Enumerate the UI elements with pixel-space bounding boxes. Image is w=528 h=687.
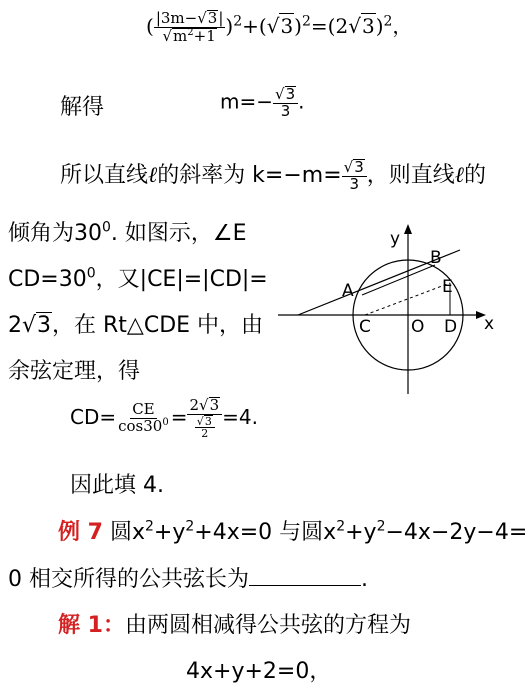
line-symbol: ℓ [454, 163, 464, 188]
abs-bar-right: | [218, 9, 224, 28]
cd-equals: CD= [70, 404, 117, 429]
para-line-3 [8, 308, 263, 339]
slope-tail: 的 [463, 163, 486, 188]
degree-superscript: 0 [102, 219, 111, 236]
exponent: 2 [145, 518, 154, 535]
geometry-figure [278, 222, 500, 394]
solution-label: 解 1： [58, 613, 125, 638]
exponent: 2 [187, 27, 194, 38]
text: . 如图示，∠E [110, 221, 247, 246]
label-a: A [342, 281, 354, 301]
example-label: 例 7 [58, 520, 103, 545]
solve-line [60, 90, 104, 121]
label-d: D [444, 317, 458, 337]
value-fraction [187, 397, 222, 440]
chord-equation [186, 654, 331, 685]
degree-superscript: 0 [86, 265, 96, 282]
radicand: 3 [354, 158, 364, 177]
text: +y [345, 520, 377, 545]
exponent: 2 [233, 13, 243, 30]
label-c: C [359, 317, 371, 337]
text: ，又|CE|=|CD|= [95, 267, 268, 292]
para-line-1 [8, 216, 247, 247]
para-line-4 [8, 354, 140, 385]
solution-text: 由两圆相减得公共弦的方程为 [124, 613, 411, 638]
sqrt-sign: √ [266, 14, 280, 38]
text: 余弦定理，得 [8, 359, 141, 384]
slope-line [60, 158, 486, 193]
m-equals: m=− [220, 89, 273, 114]
radicand: 3 [280, 14, 294, 38]
ce-over-cos [116, 402, 171, 435]
solution-line [58, 608, 411, 639]
sqrt-m2-plus-1 [162, 28, 216, 45]
exponent: 2 [383, 13, 393, 30]
sqrt-sign: √ [197, 9, 207, 28]
equals-paren: =(2 [310, 14, 349, 38]
radicand [172, 28, 217, 45]
solve-label: 解得 [60, 95, 105, 120]
sqrt-sign: √ [162, 27, 173, 45]
text: 圆x [109, 520, 145, 545]
sqrt-sign: √ [275, 85, 285, 103]
chord-equation-text: 4x+y+2=0， [186, 659, 332, 684]
exponent: 2 [301, 13, 311, 30]
sqrt-sign: √ [196, 414, 204, 428]
slope-prefix: 所以直线 [60, 163, 149, 188]
radicand: 3 [285, 85, 296, 103]
example-line-2 [8, 562, 368, 593]
cd-equation [70, 397, 258, 440]
slope-suffix: ，则直线 [366, 163, 455, 188]
slope-text: 的斜率为 k=−m= [157, 163, 342, 188]
fraction-numerator: CE [132, 400, 155, 419]
m-value [220, 86, 304, 120]
cos-term: cos30 [118, 416, 163, 435]
radicand-m: m [173, 27, 188, 45]
radicand: 3 [204, 414, 212, 428]
label-b: B [430, 248, 442, 268]
radicand: 3 [209, 396, 220, 414]
text: 2 [8, 313, 22, 338]
equation-distance [146, 10, 412, 45]
radicand: 3 [361, 14, 375, 38]
example-line-1 [58, 515, 527, 546]
sqrt-sign: √ [199, 396, 209, 414]
answer-blank[interactable] [249, 565, 361, 586]
fraction-denominator [193, 415, 217, 440]
fill-line [70, 468, 164, 499]
exponent: 2 [336, 518, 346, 535]
y-axis-arrow-icon [404, 224, 412, 234]
text: 0 相交所得的公共弦长为 [8, 567, 249, 592]
fraction-denominator: 3 [349, 175, 359, 193]
equals: = [170, 404, 188, 429]
abs-bar-left: | [155, 9, 161, 28]
m-fraction [273, 86, 298, 120]
fraction-numerator [195, 415, 215, 429]
text: CD=30 [8, 267, 87, 292]
distance-fraction [154, 10, 226, 45]
text: ，在 Rt△CDE 中，由 [52, 313, 264, 338]
fraction-denominator: 3 [280, 101, 291, 120]
exponent: 2 [376, 518, 386, 535]
text: +y [153, 520, 186, 545]
open-paren: ( [146, 14, 154, 38]
text: 倾角为30 [8, 221, 102, 246]
period: . [298, 89, 305, 114]
label-e: E [442, 277, 453, 297]
fraction-numerator [187, 397, 222, 415]
chord-ab [362, 265, 435, 295]
label-y: y [390, 229, 401, 249]
text: +4x=0 与圆x [194, 520, 337, 545]
close-paren: ) [294, 14, 302, 38]
result: =4. [222, 404, 258, 429]
line-symbol: ℓ [148, 163, 158, 188]
para-line-2 [8, 262, 268, 293]
plus-paren: +( [242, 14, 267, 38]
sqrt-sign: √ [348, 14, 361, 38]
inner-fraction [195, 415, 215, 440]
radicand: 3 [37, 313, 52, 338]
sqrt-sign: √ [22, 313, 37, 338]
sqrt-3 [267, 13, 294, 38]
fraction-denominator: 2 [201, 427, 209, 441]
fill-text: 因此填 4. [70, 473, 164, 498]
slope-fraction [342, 159, 367, 193]
sqrt-3 [348, 13, 375, 38]
degree-superscript: 0 [162, 416, 169, 428]
period: . [361, 567, 368, 592]
sqrt-3 [22, 312, 52, 338]
close-paren: ) [375, 14, 384, 38]
sqrt-sign: √ [343, 158, 354, 177]
text: −4x−2y−4= [385, 520, 528, 545]
sqrt-3 [197, 10, 218, 27]
label-o: O [411, 317, 425, 337]
close-paren: ) [225, 14, 234, 38]
exponent: 2 [185, 518, 195, 535]
numerator-term: 3m− [160, 9, 198, 28]
fraction-denominator [116, 416, 171, 435]
label-x: x [484, 314, 495, 334]
coefficient: 2 [189, 396, 200, 414]
fraction-denominator [160, 28, 218, 45]
radicand: 3 [207, 9, 218, 28]
fraction-numerator [154, 10, 226, 28]
radicand-plus-one: +1 [193, 27, 216, 45]
comma: ， [392, 14, 413, 38]
